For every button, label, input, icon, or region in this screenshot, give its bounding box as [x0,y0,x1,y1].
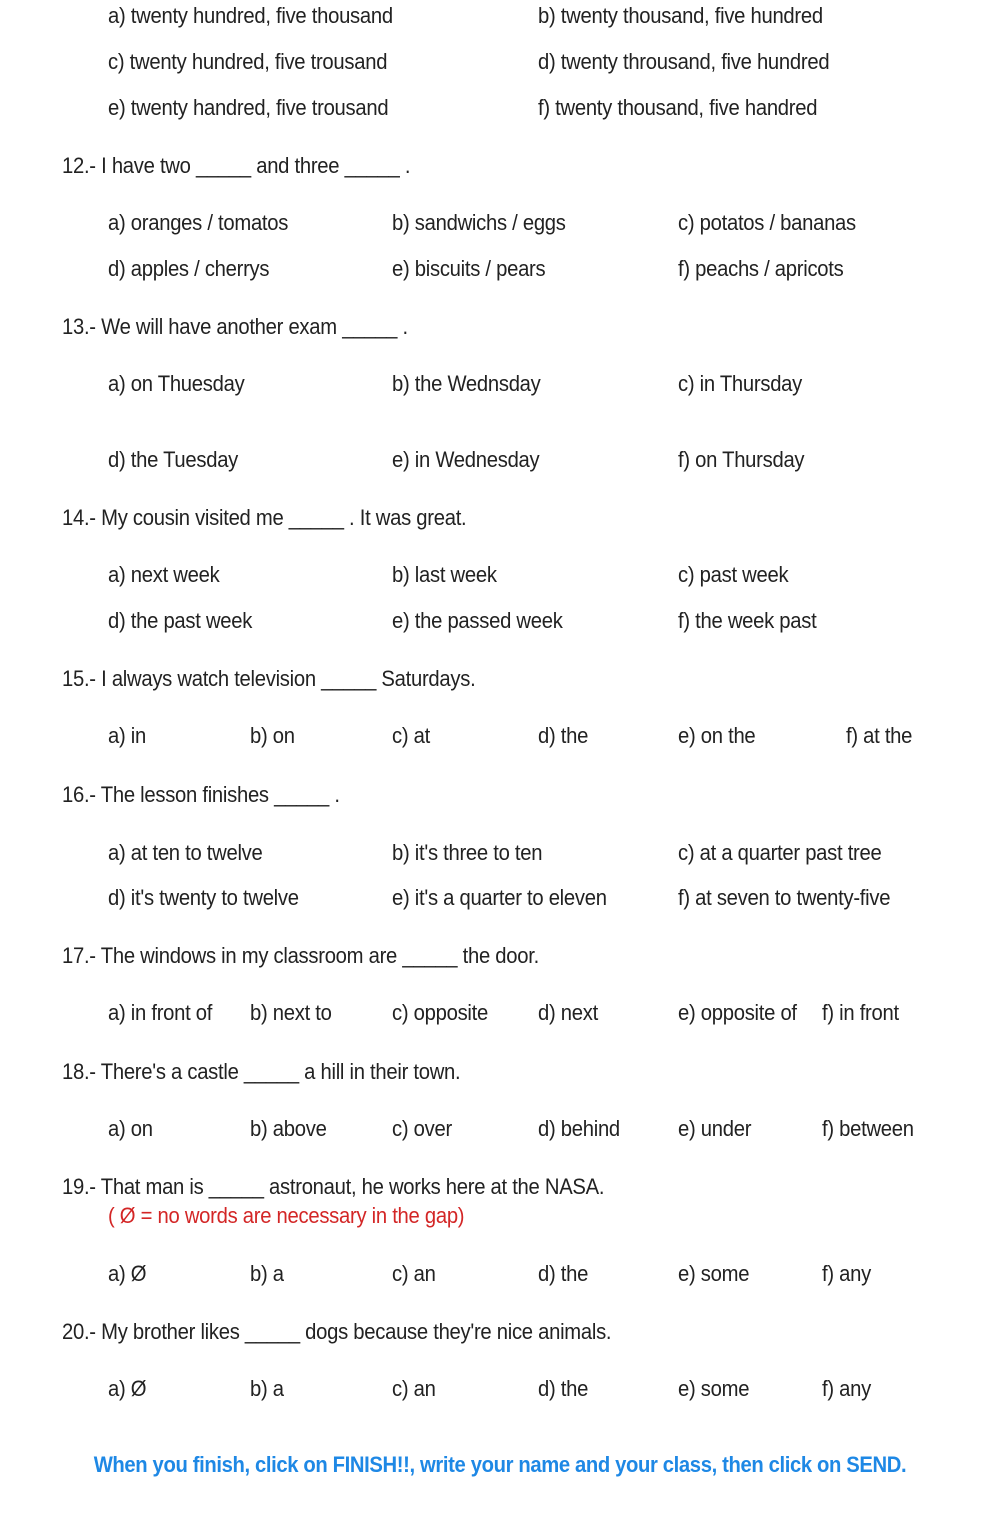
q15-option-f[interactable]: f) at the [846,723,913,748]
q17-option-a[interactable]: a) in front of [108,1000,213,1025]
q16-option-a[interactable]: a) at ten to twelve [108,840,263,865]
q17-option-d[interactable]: d) next [538,1000,598,1025]
q17-option-c[interactable]: c) opposite [392,1000,488,1025]
q18-question-row [0,1056,1000,1096]
q12-option-e[interactable]: e) biscuits / pears [392,256,546,281]
q13-option-b[interactable]: b) the Wednsday [392,371,541,396]
q14-option-d[interactable]: d) the past week [108,608,253,633]
q16-options-row-2 [0,882,1000,922]
q18-option-e[interactable]: e) under [678,1116,752,1141]
q19-option-c[interactable]: c) an [392,1261,436,1286]
q12-option-f[interactable]: f) peachs / apricots [678,256,844,281]
q15-question: 15.- I always watch television _____ Saturdays. [62,666,476,691]
q13-option-c[interactable]: c) in Thursday [678,371,803,396]
q12-option-d[interactable]: d) apples / cherrys [108,256,270,281]
q15-option-d[interactable]: d) the [538,723,589,748]
q20-question: 20.- My brother likes _____ dogs because they're nice animals. [62,1319,612,1344]
q14-option-a[interactable]: a) next week [108,562,220,587]
q14-options-row-2 [0,605,1000,645]
q17-question: 17.- The windows in my classroom are _____ the door. [62,943,539,968]
q11-options-row-1 [0,0,1000,40]
q14-question: 14.- My cousin visited me _____ . It was great. [62,505,467,530]
q18-option-f[interactable]: f) between [822,1116,914,1141]
q17-option-e[interactable]: e) opposite of [678,1000,797,1025]
q18-option-c[interactable]: c) over [392,1116,452,1141]
q11-options-row-3 [0,92,1000,132]
q19-option-d[interactable]: d) the [538,1261,589,1286]
q20-option-e[interactable]: e) some [678,1376,750,1401]
q20-option-d[interactable]: d) the [538,1376,589,1401]
q18-option-d[interactable]: d) behind [538,1116,620,1141]
q16-option-b[interactable]: b) it's three to ten [392,840,543,865]
q15-question-row [0,663,1000,703]
q12-options-row-2 [0,253,1000,293]
q19-option-a[interactable]: a) Ø [108,1261,147,1286]
q19-options-row [0,1258,1000,1298]
q14-option-e[interactable]: e) the passed week [392,608,563,633]
q15-option-c[interactable]: c) at [392,723,430,748]
q20-option-a[interactable]: a) Ø [108,1376,147,1401]
q15-option-e[interactable]: e) on the [678,723,756,748]
q13-option-a[interactable]: a) on Thuesday [108,371,245,396]
q20-option-f[interactable]: f) any [822,1376,871,1401]
q13-options-row-2 [0,444,1000,484]
q19-question: 19.- That man is _____ astronaut, he works here at the NASA. [62,1174,605,1199]
q19-option-b[interactable]: b) a [250,1261,284,1286]
q15-option-a[interactable]: a) in [108,723,147,748]
q11-option-d[interactable]: d) twenty throusand, five hundred [538,49,830,74]
q20-option-c[interactable]: c) an [392,1376,436,1401]
q19-option-e[interactable]: e) some [678,1261,750,1286]
q11-option-f[interactable]: f) twenty thousand, five handred [538,95,818,120]
q16-option-d[interactable]: d) it's twenty to twelve [108,885,299,910]
q18-options-row [0,1113,1000,1153]
q14-question-row [0,502,1000,542]
q20-question-row [0,1316,1000,1356]
q12-question-row [0,150,1000,190]
q14-option-b[interactable]: b) last week [392,562,497,587]
q11-option-b[interactable]: b) twenty thousand, five hundred [538,3,823,28]
q12-question: 12.- I have two _____ and three _____ . [62,153,411,178]
q17-option-b[interactable]: b) next to [250,1000,332,1025]
q16-option-c[interactable]: c) at a quarter past tree [678,840,882,865]
q14-option-f[interactable]: f) the week past [678,608,817,633]
q16-question: 16.- The lesson finishes _____ . [62,782,340,807]
q20-option-b[interactable]: b) a [250,1376,284,1401]
q11-option-c[interactable]: c) twenty hundred, five trousand [108,49,388,74]
q11-option-e[interactable]: e) twenty handred, five trousand [108,95,389,120]
q13-option-e[interactable]: e) in Wednesday [392,447,540,472]
q15-options-row [0,720,1000,760]
q14-options-row-1 [0,559,1000,599]
q13-option-d[interactable]: d) the Tuesday [108,447,239,472]
q18-option-b[interactable]: b) above [250,1116,327,1141]
q16-option-f[interactable]: f) at seven to twenty-five [678,885,891,910]
q15-option-b[interactable]: b) on [250,723,295,748]
q16-options-row-1 [0,837,1000,877]
q13-options-row-1 [0,368,1000,408]
q16-option-e[interactable]: e) it's a quarter to eleven [392,885,607,910]
q13-option-f[interactable]: f) on Thursday [678,447,805,472]
q18-question: 18.- There's a castle _____ a hill in their town. [62,1059,461,1084]
q12-option-a[interactable]: a) oranges / tomatos [108,210,289,235]
q18-option-a[interactable]: a) on [108,1116,153,1141]
q12-options-row-1 [0,207,1000,247]
q12-option-c[interactable]: c) potatos / bananas [678,210,856,235]
finish-instructions: When you finish, click on FINISH!!, write your name and your class, then click on SEND. [93,1452,907,1477]
q19-note-row [0,1200,1000,1240]
q19-note: ( Ø = no words are necessary in the gap) [108,1203,465,1228]
q20-options-row [0,1373,1000,1413]
q19-option-f[interactable]: f) any [822,1261,871,1286]
q17-option-f[interactable]: f) in front [822,1000,899,1025]
q13-question: 13.- We will have another exam _____ . [62,314,408,339]
q11-option-a[interactable]: a) twenty hundred, five thousand [108,3,393,28]
q16-question-row [0,779,1000,819]
q14-option-c[interactable]: c) past week [678,562,789,587]
q17-question-row [0,940,1000,980]
q17-options-row [0,997,1000,1037]
q12-option-b[interactable]: b) sandwichs / eggs [392,210,566,235]
q13-question-row [0,311,1000,351]
q11-options-row-2 [0,46,1000,86]
